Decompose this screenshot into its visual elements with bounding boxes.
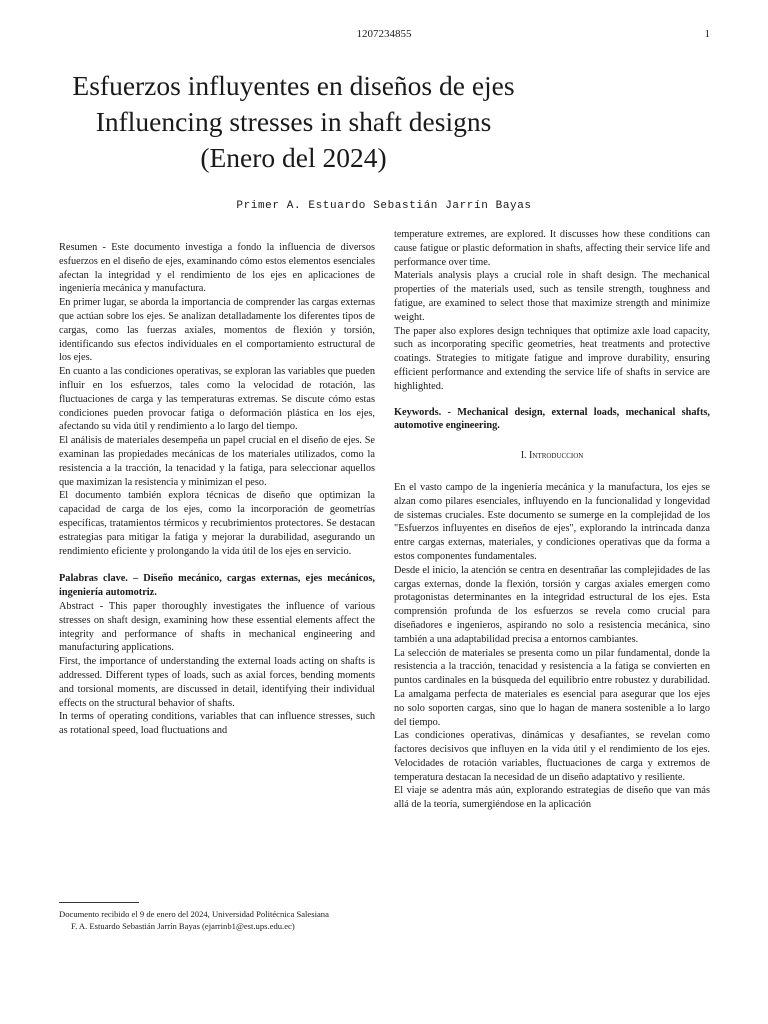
paper-title	[0, 68, 587, 176]
abstract-paragraph: In terms of operating conditions, variables that can influence stresses, such as rotational speed, load fluctuations and	[59, 711, 375, 737]
intro-paragraph: Las condiciones operativas, dinámicas y desafiantes, se revelan como factores decisivos que influyen en la vida útil y el rendimiento de los ejes. Velocidades de rotación variables, fluctuaciones de carga y extremos de temperatura destacan la necesidad de un diseño adaptativo y resiliente.	[394, 730, 710, 783]
resumen-paragraph: El análisis de materiales desempeña un papel crucial en el diseño de ejes. Se examinan las propiedades mecánicas de los materiales utilizados, como la resistencia a la tracción, la tenacidad y la fatiga, para seleccionar aquellos que maximizan la resistencia y minimizan el peso.	[59, 435, 375, 488]
title-spanish: Esfuerzos influyentes en diseños de ejes	[72, 70, 515, 101]
abstract-paragraph: First, the importance of understanding the external loads acting on shafts is addressed. Different types of loads, such as axial forces, bending moments and torsional moments, are discussed in detail, identifying their individual effects on the structural behavior of shafts.	[59, 656, 375, 709]
footnotes	[59, 909, 375, 932]
abstract-paragraph: The paper also explores design techniques that optimize axle load capacity, such as incorporating specific geometries, heat treatments and protective coatings. Strategies to mitigate fatigue and improve durability, ensuring efficient performance and extending the service life of shafts in service are highlighted.	[394, 325, 710, 392]
section-title: Introduccion	[529, 450, 584, 462]
resumen-paragraph: En cuanto a las condiciones operativas, se exploran las variables que pueden influir en los esfuerzos, tales como la velocidad de rotación, las fluctuaciones de carga y las temperaturas extremas. Se discute cómo estas condiciones pueden provocar fatiga o deformación plástica en los ejes, afectando su vida útil y rendimiento a lo largo del tiempo.	[59, 366, 375, 433]
intro-paragraph: El viaje se adentra más aún, explorando estrategias de diseño que van más allá de la teoría, sumergiéndose en la aplicación	[394, 785, 710, 811]
abstract-paragraph: Abstract - This paper thoroughly investigates the influence of various stresses on shaft design, examining how these essential elements affect the integrity and performance of shafts in mechanical engineering and manufacturing applications.	[59, 600, 375, 654]
author-line: Primer A. Estuardo Sebastián Jarrín Bayas	[236, 200, 532, 212]
title-date: (Enero del 2024)	[200, 142, 387, 173]
intro-paragraph: La selección de materiales se presenta como un pilar fundamental, donde la resistencia a la tracción, tenacidad y resistencia a la fatiga se convierten en puntos cardinales en la búsqueda del equilibrio entre robustez y durabilidad. La amalgama perfecta de materiales es esencial para asegurar que los ejes no solo soporten cargas, sino que lo hagan de manera sostenible a lo largo del tiempo.	[394, 647, 710, 728]
right-column	[394, 228, 710, 812]
resumen-paragraph: El documento también explora técnicas de diseño que optimizan la capacidad de carga de los ejes, como la incorporación de geometrías específicas, tratamientos térmicos y recubrimientos protectores. Se destacan estrategias para mitigar la fatiga y mejorar la durabilidad, asegurando un rendimiento eficiente y prolongando la vida útil de los ejes en servicio.	[59, 490, 375, 557]
section-number: I.	[520, 450, 527, 462]
footnote-received: Documento recibido el 9 de enero del 2024, Universidad Politécnica Salesiana	[59, 909, 329, 919]
abstract-paragraph: Materials analysis plays a crucial role in shaft design. The mechanical properties of the materials used, such as tensile strength, toughness and fatigue, are examined to select those that maximize strength and minimize weight.	[394, 270, 710, 323]
resumen-paragraph: Resumen - Este documento investiga a fondo la influencia de diversos esfuerzos en el diseño de ejes, examinando cómo estos elementos esenciales afectan la integridad y el rendimiento de los ejes en aplicaciones de ingeniería mecánica y manufactura.	[59, 242, 375, 295]
header-document-id: 1207234855	[356, 28, 412, 40]
resumen-paragraph: En primer lugar, se aborda la importancia de comprender las cargas externas que actúan sobre los ejes. Se analizan detalladamente los diferentes tipos de cargas, como las fuerzas axiales, momentos de flexión y torsión, identificando sus efectos individuales en el comportamiento estructural de los ejes.	[59, 297, 375, 364]
footnote-author: F. A. Estuardo Sebastián Jarrín Bayas (ejarrinb1@est.ups.edu.ec)	[71, 920, 295, 931]
page-number: 1	[704, 28, 710, 40]
footnote-divider	[59, 902, 139, 903]
abstract-paragraph: temperature extremes, are explored. It discusses how these conditions can cause fatigue or plastic deformation in shafts, affecting their service life and performance over time.	[394, 229, 710, 268]
title-english: Influencing stresses in shaft designs	[95, 106, 492, 137]
left-column	[59, 241, 375, 738]
intro-paragraph: Desde el inicio, la atención se centra en desentrañar las complejidades de las cargas externas, donde la flexión, torsión y cargas axiales emergen como protagonistas determinantes en la integridad estructural de los ejes. Esta comprensión profunda de los esfuerzos se revela como crucial para diseñadores e ingenieros, aspirando no solo a resistencia mecánica, sino también a una adaptabilidad precisa a entornos cambiantes.	[394, 564, 710, 645]
intro-paragraph: En el vasto campo de la ingeniería mecánica y la manufactura, los ejes se alzan como pilares esenciales, influyendo en la funcionalidad y longevidad de sistemas cruciales. Este documento se sumerge en la complejidad de los "Esfuerzos influyentes en diseños de ejes", explorando la intrincada danza entre cargas externas, materiales, y condiciones operativas que da forma a estos componentes fundamentales.	[394, 481, 710, 562]
keywords: Keywords. - Mechanical design, external loads, mechanical shafts, automotive engineering.	[394, 406, 710, 432]
section-heading-introduction	[394, 449, 710, 463]
palabras-clave: Palabras clave. – Diseño mecánico, cargas externas, ejes mecánicos, ingeniería automotriz.	[59, 573, 375, 599]
